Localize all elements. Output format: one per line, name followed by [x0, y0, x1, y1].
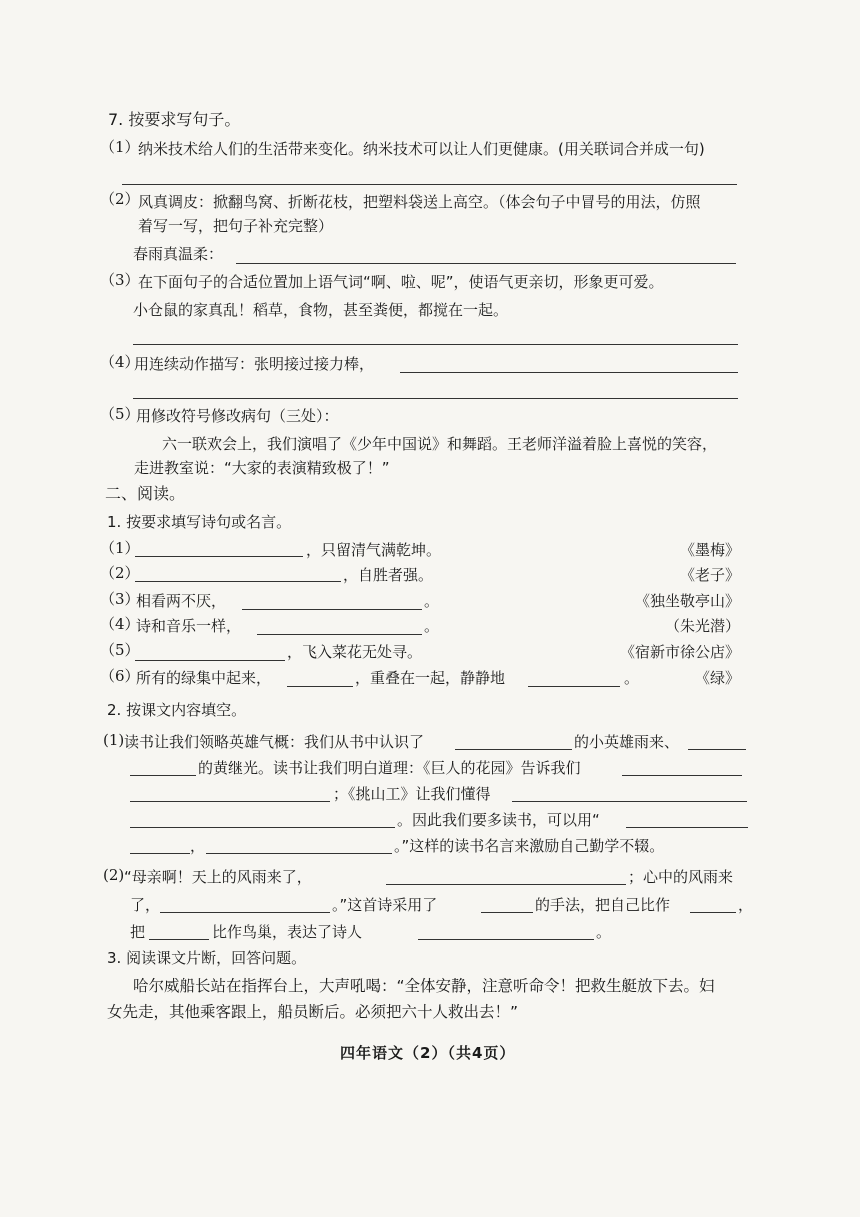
q3-passage-line2: 女先走，其他乘客跟上，船员断后。必须把六十人救出去！”: [107, 1003, 519, 1021]
answer-line[interactable]: [135, 660, 285, 661]
s2-q1-title: 1. 按要求填写诗句或名言。: [107, 513, 292, 531]
q7-item5-text: 用修改符号修改病句（三处）：: [136, 407, 339, 425]
answer-line[interactable]: [206, 853, 392, 854]
answer-line[interactable]: [622, 775, 742, 776]
poem-row-number: （2）: [100, 564, 140, 582]
poem-row-text: ，飞入菜花无处寻。: [287, 643, 423, 661]
answer-line[interactable]: [481, 912, 533, 913]
poem-row-source: 《墨梅》: [679, 541, 740, 559]
q7-title: 7. 按要求写句子。: [108, 110, 241, 129]
q2-part2-number: (2): [103, 866, 125, 884]
section-heading-reading: 二、阅读。: [105, 484, 186, 503]
answer-line[interactable]: [455, 749, 572, 750]
poem-row-number: （1）: [100, 539, 140, 557]
answer-line[interactable]: [135, 581, 341, 582]
q3-passage-line1: 哈尔威船长站在指挥台上，大声吼喝：“全体安静，注意听命令！把救生艇放下去。妇: [133, 977, 715, 995]
answer-line[interactable]: [122, 184, 737, 185]
poem-row-text: 相看两不厌，: [136, 592, 227, 610]
q7-item4-number: （4）: [100, 353, 140, 371]
poem-row-source: 《老子》: [679, 566, 740, 584]
q2-part1-text: 。”这样的读书名言来激励自己勤学不辍。: [394, 837, 665, 855]
q2-part1-text: 读书让我们领略英雄气概：我们从书中认识了: [124, 733, 425, 751]
q2-part1-text: 的黄继光。读书让我们明白道理：《巨人的花园》告诉我们: [198, 759, 581, 777]
q2-part2-text: ，: [738, 896, 754, 914]
answer-line[interactable]: [688, 749, 746, 750]
answer-line[interactable]: [386, 884, 626, 885]
answer-line[interactable]: [133, 344, 738, 345]
poem-row-number: （3）: [100, 590, 140, 608]
poem-row-text: 。: [424, 617, 440, 635]
q2-part2-text: ；心中的风雨来: [628, 868, 734, 886]
answer-line[interactable]: [130, 853, 190, 854]
q7-item5-sentence-line2: 走进教室说：“大家的表演精致极了！”: [134, 459, 390, 477]
poem-row-number: （4）: [100, 615, 140, 633]
q7-item1-number: （1）: [100, 138, 140, 156]
q7-item3-sentence: 小仓鼠的家真乱！稻草，食物，甚至粪便，都搅在一起。: [133, 301, 509, 319]
answer-line[interactable]: [626, 827, 748, 828]
q2-part2-text: 比作鸟巢，表达了诗人: [212, 923, 363, 941]
q7-item1-text: 纳米技术给人们的生活带来变化。纳米技术可以让人们更健康。(用关联词合并成一句): [138, 140, 705, 158]
poem-row-text: ，自胜者强。: [343, 566, 434, 584]
s2-q2-title: 2. 按课文内容填空。: [107, 701, 247, 719]
poem-row-source: （朱光潜）: [664, 617, 740, 635]
answer-line[interactable]: [160, 912, 330, 913]
s2-q3-title: 3. 阅读课文片断，回答问题。: [107, 949, 307, 967]
answer-line[interactable]: [236, 263, 736, 264]
answer-line[interactable]: [149, 939, 209, 940]
q2-part1-number: (1): [103, 731, 125, 749]
poem-row-source: 《绿》: [694, 669, 740, 687]
q7-item2-number: （2）: [100, 190, 140, 208]
q7-item2-text: 风真调皮：掀翻鸟窝、折断花枝，把塑料袋送上高空。（体会句子中冒号的用法，仿照: [138, 193, 701, 211]
q2-part1-text: 。因此我们要多读书，可以用“: [397, 811, 600, 829]
answer-line[interactable]: [133, 398, 738, 399]
q2-part1-text: ，: [190, 837, 206, 855]
poem-row-source: 《宿新市徐公店》: [619, 643, 740, 661]
answer-line[interactable]: [135, 556, 303, 557]
q2-part1-text: 的小英雄雨来、: [574, 733, 680, 751]
q7-item2-text-cont: 着写一写，把句子补充完整）: [138, 217, 334, 235]
answer-line[interactable]: [512, 801, 747, 802]
answer-line[interactable]: [418, 939, 594, 940]
poem-row-number: （5）: [100, 641, 140, 659]
q2-part2-text: 。: [596, 923, 612, 941]
poem-row-text: 所有的绿集中起来，: [136, 669, 272, 687]
answer-line[interactable]: [287, 686, 353, 687]
poem-row-text: 。: [624, 669, 640, 687]
page-footer: 四年语文（2）（共4页）: [340, 1044, 516, 1062]
q7-item3-number: （3）: [100, 271, 140, 289]
q2-part2-text: 。”这首诗采用了: [332, 896, 438, 914]
poem-row-text: 诗和音乐一样，: [136, 617, 242, 635]
answer-line[interactable]: [400, 372, 738, 373]
answer-line[interactable]: [130, 801, 330, 802]
q2-part2-text: 了，: [130, 896, 161, 914]
poem-row-text: 。: [424, 592, 440, 610]
q2-part1-text: ；《挑山工》让我们懂得: [333, 785, 491, 803]
q7-item5-sentence-line1: 六一联欢会上，我们演唱了《少年中国说》和舞蹈。王老师洋溢着脸上喜悦的笑容，: [162, 435, 718, 453]
answer-line[interactable]: [690, 912, 736, 913]
answer-line[interactable]: [130, 775, 196, 776]
q7-item3-text: 在下面句子的合适位置加上语气词“啊、啦、呢”，使语气更亲切，形象更可爱。: [138, 273, 664, 291]
poem-row-text: ，只留清气满乾坤。: [306, 541, 442, 559]
answer-line[interactable]: [130, 827, 395, 828]
poem-row-number: （6）: [100, 667, 140, 685]
q2-part2-text: 把: [130, 923, 146, 941]
poem-row-text: ，重叠在一起，静静地: [355, 669, 506, 687]
q2-part2-text: 的手法，把自己比作: [535, 896, 671, 914]
poem-row-source: 《独坐敬亭山》: [634, 592, 740, 610]
q7-item2-prompt: 春雨真温柔：: [133, 245, 224, 263]
q7-item5-number: （5）: [100, 405, 140, 423]
answer-line[interactable]: [528, 686, 620, 687]
answer-line[interactable]: [242, 609, 422, 610]
answer-line[interactable]: [257, 634, 422, 635]
q2-part2-text: “母亲啊！天上的风雨来了，: [124, 868, 312, 886]
q7-item4-text: 用连续动作描写：张明接过接力棒，: [134, 355, 375, 373]
